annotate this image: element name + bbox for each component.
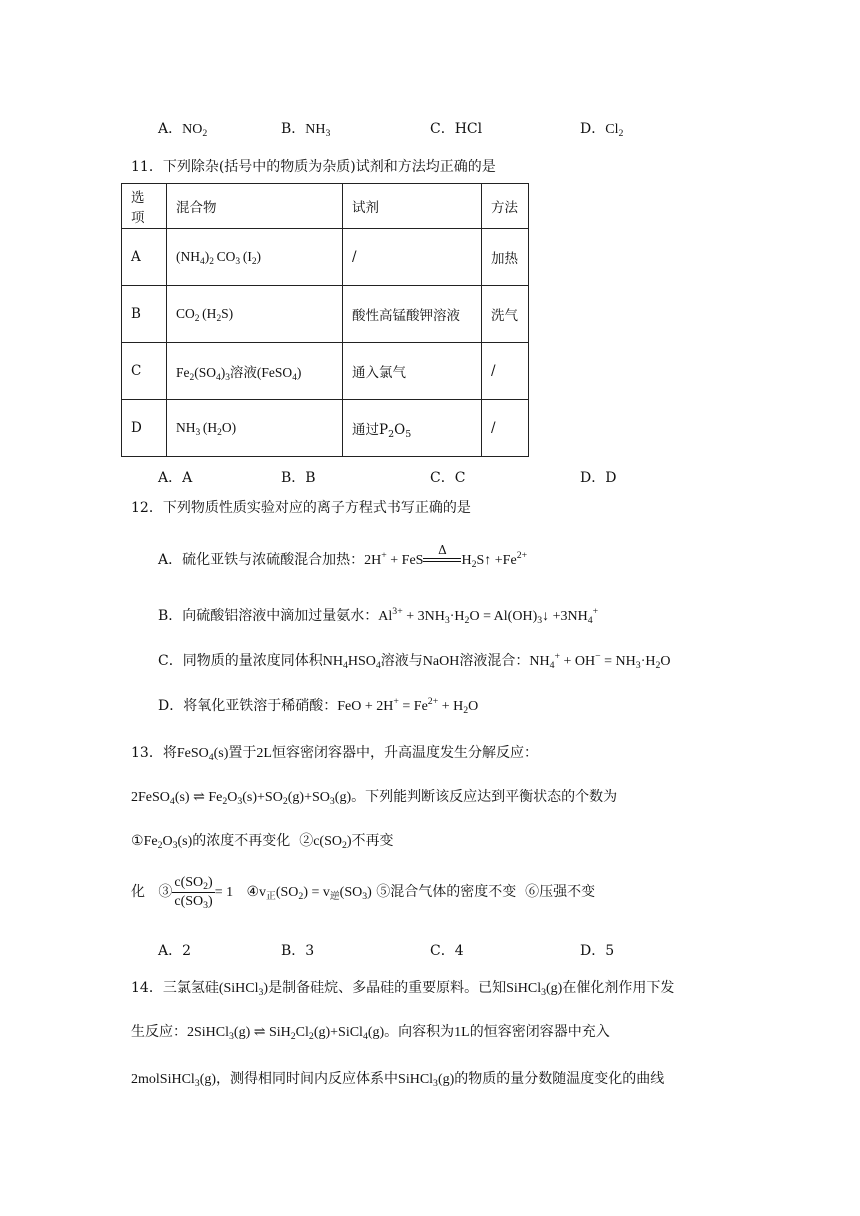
q13-option-d: D．5 bbox=[580, 943, 615, 959]
table-cell-mixture: $CO_2$ $(H_2S)$ bbox=[167, 286, 343, 343]
table-header-cell: 混合物 bbox=[167, 184, 343, 229]
q13-line-2: 2FeSO$_4$(s) ⇌ $Fe_2O_3(s)+SO_2(g)+SO_3(g)$。下列能判断该反应达到平衡状态的个数为 bbox=[131, 789, 618, 807]
q10-option-a: A．$NO_2$ bbox=[158, 121, 208, 139]
table-cell-option: B bbox=[122, 286, 167, 343]
q13-option-a: A．2 bbox=[158, 943, 192, 959]
q12-stem: 12．下列物质性质实验对应的离子方程式书写正确的是 bbox=[131, 500, 471, 516]
q11-table bbox=[121, 183, 529, 457]
table-header-row bbox=[122, 184, 529, 229]
q13-option-b: B．3 bbox=[281, 943, 315, 959]
table-cell-reagent: 通入氯气 bbox=[343, 343, 482, 400]
table-row bbox=[122, 229, 529, 286]
q14-line-1: 14．三氯氢硅(SiHCl$_3$)是制备硅烷、多晶硅的重要原料。已知SiHCl$_3$(g)在催化剂作用下发 bbox=[131, 980, 675, 998]
q11-option-b: B．B bbox=[281, 470, 316, 486]
table-row bbox=[122, 343, 529, 400]
q12-option-a: A．硫化亚铁与浓硫酸混合加热：2H+ + FeS Δ $H_2S↑ +Fe^{2+}$ bbox=[158, 543, 528, 570]
table-header-cell: 试剂 bbox=[343, 184, 482, 229]
q13-line-1: 13．将FeSO$_4$(s)置于2L恒容密闭容器中，升高温度发生分解反应： bbox=[131, 745, 538, 763]
q14-line-2: 生反应：2SiHCl$_3$(g) ⇌ $SiH_2Cl_2(g)+SiCl_4(g)$。向容积为1L的恒容密闭容器中充入 bbox=[131, 1024, 610, 1042]
table-cell-reagent: 通过$P_2O_5$ bbox=[343, 400, 482, 457]
q10-option-d: D．$Cl_2$ bbox=[580, 121, 624, 139]
q11-option-c: C．C bbox=[430, 470, 466, 486]
table-cell-method: / bbox=[482, 400, 529, 457]
table-row bbox=[122, 400, 529, 457]
table-cell-reagent: / bbox=[343, 229, 482, 286]
table-cell-mixture: $(NH_4)_2$ $CO_3$ $(I_2)$ bbox=[167, 229, 343, 286]
q13-line-4: 化 ③ $\frac{c(SO_2)}{c(SO_3)}$ = 1 $④v_正(SO_2) = v_逆(SO_3)$ ⑤混合气体的密度不变 ⑥压强不变 bbox=[131, 874, 596, 911]
q10-option-b: B．$NH_3$ bbox=[281, 121, 331, 139]
table-cell-method: 加热 bbox=[482, 229, 529, 286]
table-cell-reagent: 酸性高锰酸钾溶液 bbox=[343, 286, 482, 343]
table-cell-option: D bbox=[122, 400, 167, 457]
q12-option-b: B．向硫酸铝溶液中滴加过量氨水：$Al^{3+} + 3NH_3\cdot H_2O$ = $Al(OH)_3↓ +3NH_4^+$ bbox=[158, 606, 599, 626]
table-header-cell: 方法 bbox=[482, 184, 529, 229]
q13-option-c: C．4 bbox=[430, 943, 464, 959]
table-cell-mixture: $Fe_2(SO_4)_3$溶液(FeSO$_4$) bbox=[167, 343, 343, 400]
q11-option-d: D．D bbox=[580, 470, 617, 486]
q13-line-3: $①Fe_2O_3(s)$的浓度不再变化 $②c(SO_2)$不再变 bbox=[131, 833, 394, 851]
table-header-cell: 选项 bbox=[122, 184, 167, 229]
table-cell-method: / bbox=[482, 343, 529, 400]
q12-option-c: C．同物质的量浓度同体积$NH_4HSO_4$溶液与NaOH溶液混合：$NH_4^+ + OH^- = NH_3\cdot H_2O$ bbox=[158, 651, 671, 671]
table-cell-option: C bbox=[122, 343, 167, 400]
table-cell-mixture: $NH_3$ $(H_2O)$ bbox=[167, 400, 343, 457]
q11-stem: 11．下列除杂(括号中的物质为杂质)试剂和方法均正确的是 bbox=[131, 159, 496, 175]
q11-option-a: A．A bbox=[158, 470, 193, 486]
q10-option-c: C．HCl bbox=[430, 121, 483, 137]
table-cell-method: 洗气 bbox=[482, 286, 529, 343]
q12-option-d: D．将氧化亚铁溶于稀硝酸：FeO + $2H^+ = Fe^{2+} + H_2O$ bbox=[158, 696, 479, 716]
table-cell-option: A bbox=[122, 229, 167, 286]
table-row bbox=[122, 286, 529, 343]
q14-line-3: 2molSiHCl$_3$(g)，测得相同时间内反应体系中SiHCl$_3$(g)的物质的量分数随温度变化的曲线 bbox=[131, 1071, 665, 1089]
q13-fraction: $\frac{c(SO_2)}{c(SO_3)}$ bbox=[174, 874, 213, 911]
